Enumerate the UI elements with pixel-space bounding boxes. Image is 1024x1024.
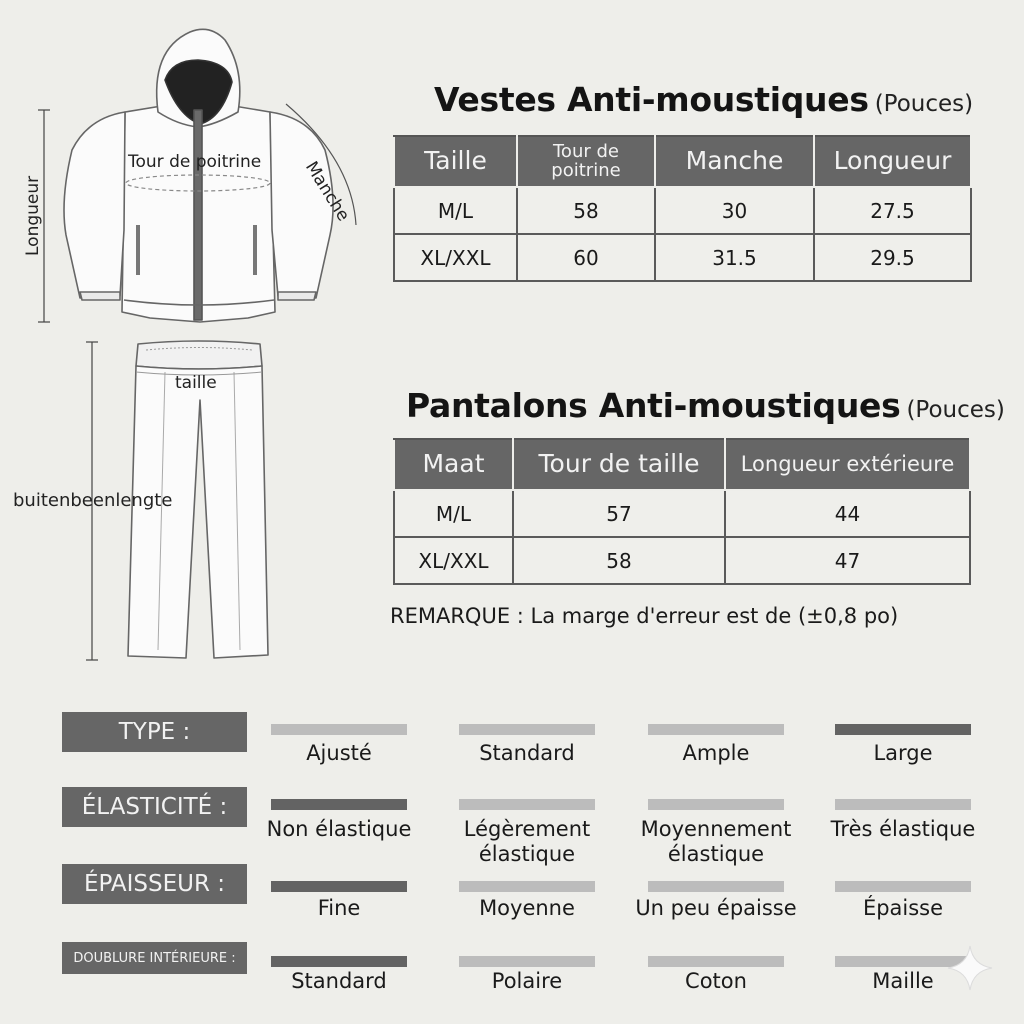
property-label-type: TYPE : [62, 712, 247, 752]
table-row [394, 490, 970, 537]
property-bar-type [271, 724, 407, 735]
property-option-doublure-interieure: Standard [291, 969, 387, 993]
pants-header-row [394, 439, 970, 490]
sleeve-label: Manche [301, 158, 354, 225]
property-option-type: Ample [682, 741, 750, 765]
property-bar-type [648, 724, 784, 735]
table-cell: M/L [394, 490, 513, 537]
table-cell: 58 [513, 537, 725, 584]
table-cell: XL/XXL [394, 537, 513, 584]
table-cell: 29.5 [814, 234, 971, 281]
jacket-col-length: Longueur [814, 136, 971, 187]
table-cell: XL/XXL [394, 234, 517, 281]
table-cell: 31.5 [655, 234, 814, 281]
property-option-doublure-interieure: Coton [685, 969, 747, 993]
property-option-type: Large [873, 741, 933, 765]
property-option-type: Standard [479, 741, 575, 765]
property-bar-epaisseur-selected [271, 881, 407, 892]
jacket-title: Vestes Anti-moustiques [434, 80, 869, 119]
property-bar-epaisseur [459, 881, 595, 892]
jacket-col-chest: Tour de poitrine [517, 136, 655, 187]
table-cell: 47 [725, 537, 970, 584]
property-bar-type-selected [835, 724, 971, 735]
property-option-elasticite: Non élastique [266, 817, 412, 841]
table-cell: M/L [394, 187, 517, 234]
property-option-type: Ajusté [306, 741, 372, 765]
table-cell: 27.5 [814, 187, 971, 234]
outseam-label: buitenbeenlengte [13, 490, 173, 511]
pants-col-outseam: Longueur extérieure [725, 439, 970, 490]
property-bar-epaisseur [835, 881, 971, 892]
property-option-epaisseur: Fine [317, 896, 361, 920]
property-bar-elasticite [459, 799, 595, 810]
property-bar-elasticite [648, 799, 784, 810]
pants-col-size: Maat [394, 439, 513, 490]
sparkle-icon [946, 944, 994, 992]
table-row [394, 187, 971, 234]
pants-unit: (Pouces) [906, 397, 1005, 423]
property-option-elasticite: Moyennement élastique [640, 817, 792, 866]
property-bar-type [459, 724, 595, 735]
jacket-col-sleeve: Manche [655, 136, 814, 187]
property-option-doublure-interieure: Polaire [491, 969, 563, 993]
table-row [394, 537, 970, 584]
property-label-elasticite: ÉLASTICITÉ : [62, 787, 247, 827]
jacket-col-size: Taille [394, 136, 517, 187]
jacket-heading [434, 80, 973, 119]
property-bar-doublure-interieure [648, 956, 784, 967]
pants-size-table [393, 438, 971, 585]
property-option-epaisseur: Moyenne [479, 896, 575, 920]
property-label-epaisseur: ÉPAISSEUR : [62, 864, 247, 904]
property-label-doublure-interieure: DOUBLURE INTÉRIEURE : [62, 942, 247, 974]
table-row [394, 234, 971, 281]
waist-label: taille [175, 373, 217, 393]
property-option-epaisseur: Un peu épaisse [635, 896, 797, 920]
length-label: Longueur [23, 175, 43, 256]
garment-illustration [0, 0, 390, 680]
property-option-elasticite: Très élastique [830, 817, 976, 841]
jacket-unit: (Pouces) [874, 91, 974, 117]
pants-title: Pantalons Anti-moustiques [406, 386, 901, 425]
property-bar-doublure-interieure-selected [271, 956, 407, 967]
property-option-elasticite: Légèrement élastique [463, 817, 591, 866]
property-bar-elasticite [835, 799, 971, 810]
property-bar-doublure-interieure [459, 956, 595, 967]
remark-note: REMARQUE : La marge d'erreur est de (±0,8 po) [390, 604, 899, 628]
table-cell: 44 [725, 490, 970, 537]
jacket-header-row [394, 136, 971, 187]
table-cell: 60 [517, 234, 655, 281]
table-cell: 57 [513, 490, 725, 537]
property-option-doublure-interieure: Maille [872, 969, 934, 993]
jacket-size-table [393, 135, 972, 282]
table-cell: 58 [517, 187, 655, 234]
property-option-epaisseur: Épaisse [862, 896, 944, 920]
jacket-drawing [64, 29, 333, 322]
property-bar-elasticite-selected [271, 799, 407, 810]
pants-heading [406, 386, 1005, 425]
pants-col-waist: Tour de taille [513, 439, 725, 490]
property-bar-epaisseur [648, 881, 784, 892]
chest-label: Tour de poitrine [128, 152, 262, 172]
table-cell: 30 [655, 187, 814, 234]
